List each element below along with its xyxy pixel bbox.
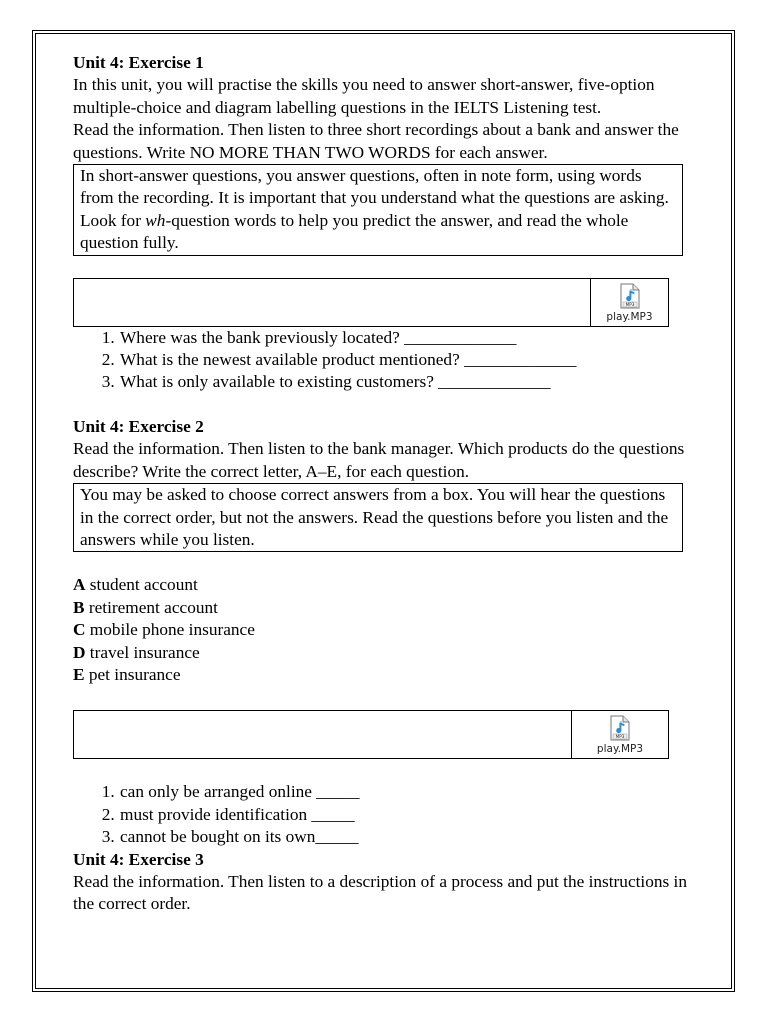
exercise-2-instruction: Read the information. Then listen to the bank manager. Which products do the questions describe? Write the correct letter, A–E, for each question. [73, 439, 685, 481]
svg-text:MP3: MP3 [615, 734, 625, 740]
option-e: E pet insurance [73, 664, 181, 684]
exercise-2-tip-box: You may be asked to choose correct answers from a box. You will hear the questions in the correct order, but not the answers. Read the questions before you listen and the answers while you listen. [73, 483, 683, 552]
mp3-file-icon [620, 283, 640, 309]
exercise-1-audio-row [73, 278, 669, 327]
question-item: 1. Where was the bank previously located? _____________ [119, 327, 703, 349]
exercise-3-instruction: Read the information. Then listen to a description of a process and put the instructions in the correct order. [73, 871, 687, 914]
exercise-1-intro: In this unit, you will practise the skills you need to answer short-answer, five-option multiple-choice and diagram labelling questions in the IELTS Listening test. [73, 75, 655, 117]
exercise-3-title: Unit 4: Exercise 3 [73, 849, 204, 869]
document-body [73, 52, 703, 916]
option-a: A student account [73, 575, 198, 595]
exercise-1-title: Unit 4: Exercise 1 [73, 53, 204, 72]
exercise-2-audio-row [73, 710, 669, 759]
exercise-1-tip-box: In short-answer questions, you answer questions, often in note form, using words from the recording. It is important that you understand what the questions are asking. Look for wh-question words to help you predict the answer, and read the whole question fully. [73, 164, 683, 256]
exercise-2-questions [73, 781, 703, 848]
question-item: 2. What is the newest available product mentioned? _____________ [119, 349, 703, 371]
question-item: 1. can only be arranged online _____ [119, 781, 703, 803]
question-item: 2. must provide identification _____ [119, 804, 703, 826]
option-d: D travel insurance [73, 642, 200, 662]
exercise-2-title: Unit 4: Exercise 2 [73, 416, 204, 436]
option-c: C mobile phone insurance [73, 620, 255, 640]
exercise-1-questions [73, 327, 703, 394]
exercise-1-instruction: Read the information. Then listen to three short recordings about a bank and answer the questions. Write NO MORE THAN TWO WORDS for each answer. [73, 120, 679, 162]
exercise-1-audio-label: play.MP3 [606, 310, 653, 323]
exercise-2-audio-attachment[interactable] [571, 711, 668, 758]
mp3-file-icon [610, 715, 630, 741]
svg-text:MP3: MP3 [625, 301, 634, 307]
question-item: 3. cannot be bought on its own_____ [119, 826, 703, 848]
question-item: 3. What is only available to existing customers? _____________ [119, 371, 703, 393]
option-b: B retirement account [73, 597, 218, 617]
exercise-2-audio-label: play.MP3 [596, 743, 644, 756]
exercise-1-audio-attachment[interactable] [590, 279, 668, 326]
